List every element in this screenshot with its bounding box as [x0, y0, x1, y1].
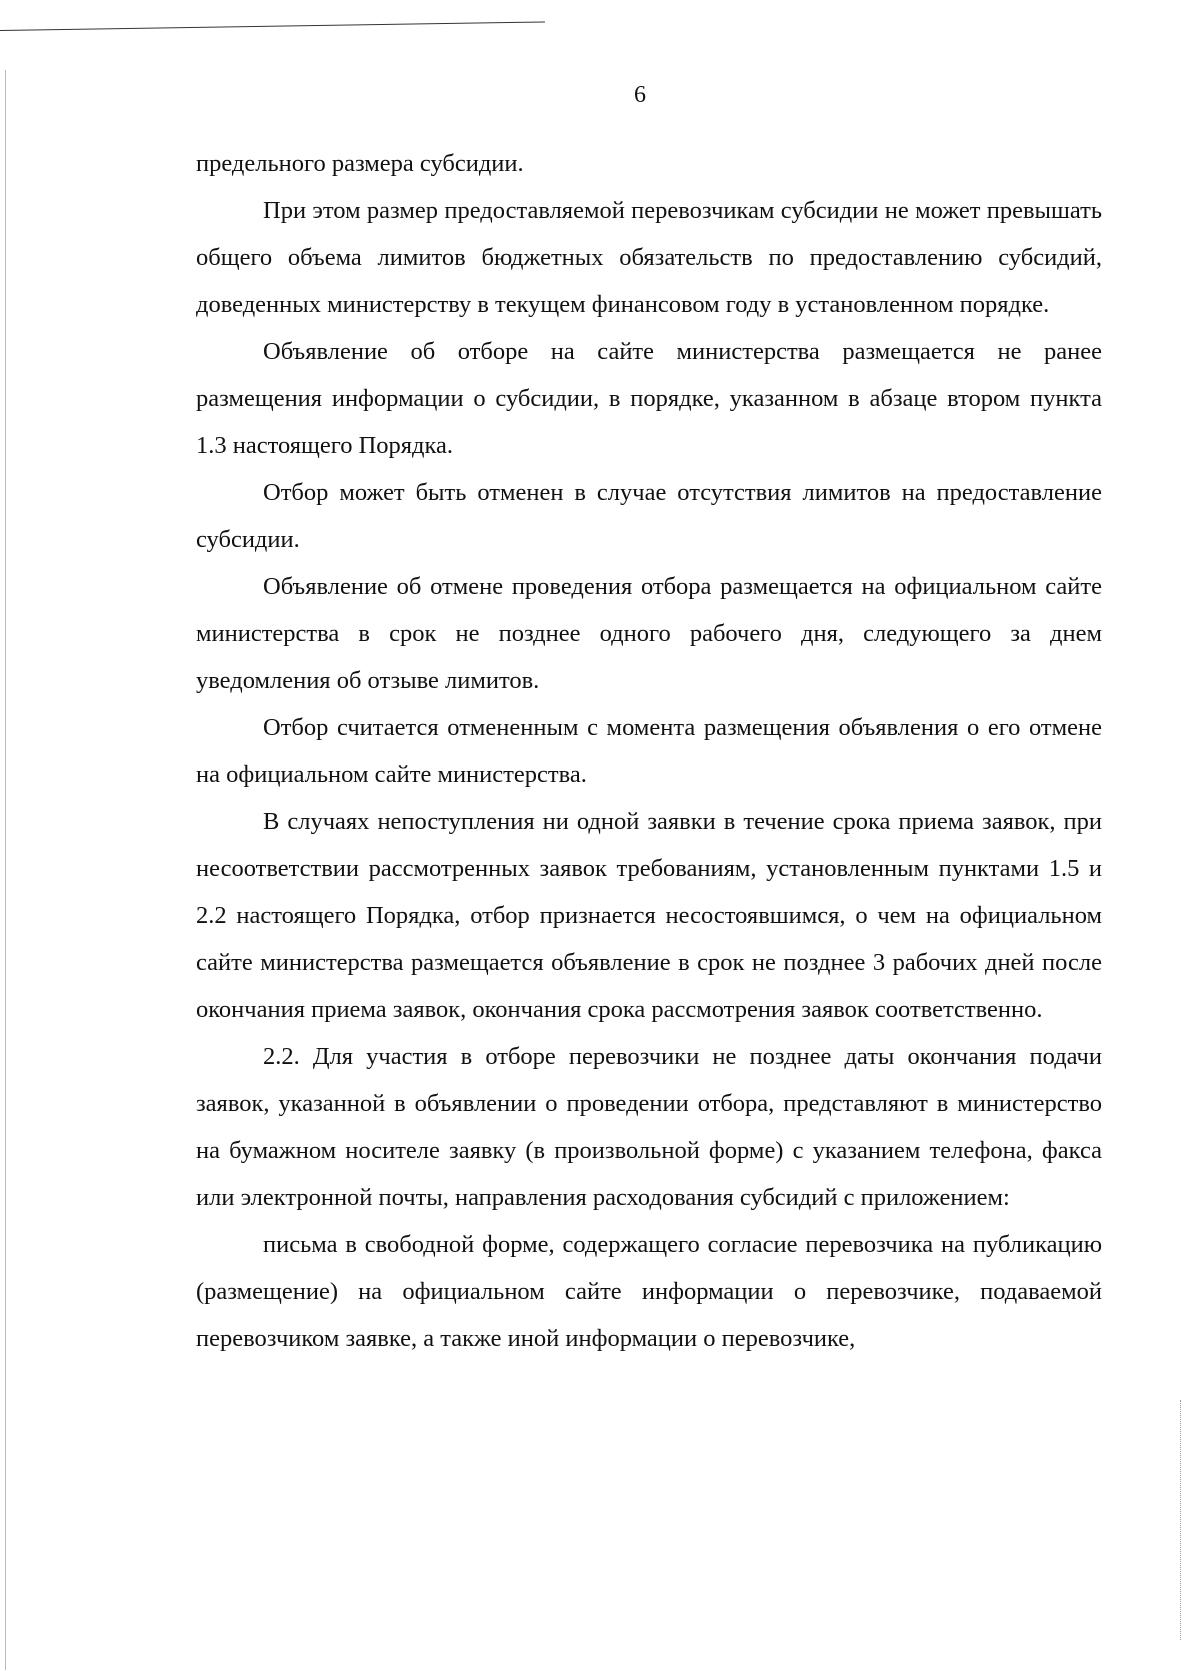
paragraph: Объявление об отборе на сайте министерства размещается не ранее размещения информации о субсидии, в порядке, указанном в абзаце втором пункта 1.3 настоящего Порядка. [196, 338, 1102, 459]
document-body [196, 140, 1102, 1362]
paragraph: Объявление об отмене проведения отбора размещается на официальном сайте министерства в срок не позднее одного рабочего дня, следующего за днем уведомления об отзыве лимитов. [196, 573, 1102, 694]
paragraph-continuation: предельного размера субсидии. [196, 150, 524, 177]
scan-artifact-left-edge [5, 70, 6, 1670]
paragraph: При этом размер предоставляемой перевозчикам субсидии не может превышать общего объема лимитов бюджетных обязательств по предоставлению субсидий, доведенных министерству в текущем финансовом году в установленном порядке. [196, 197, 1102, 318]
paragraph: Отбор считается отмененным с момента размещения объявления о его отмене на официальном сайте министерства. [196, 714, 1102, 788]
paragraph: Отбор может быть отменен в случае отсутствия лимитов на предоставление субсидии. [196, 479, 1102, 553]
scan-artifact-top-line [0, 21, 545, 31]
scan-artifact-right-edge [1180, 1400, 1181, 1640]
paragraph-section-2-2: 2.2. Для участия в отборе перевозчики не позднее даты окончания подачи заявок, указанной в объявлении о проведении отбора, представляют в министерство на бумажном носителе заявку (в произвольной форме) с указанием телефона, факса или электронной почты, направления расходования субсидий с приложением: [196, 1043, 1102, 1211]
page-number: 6 [634, 82, 646, 108]
paragraph: В случаях непоступления ни одной заявки в течение срока приема заявок, при несоответствии рассмотренных заявок требованиям, установленным пунктами 1.5 и 2.2 настоящего Порядка, отбор признается несостоявшимся, о чем на официальном сайте министерства размещается объявление в срок не позднее 3 рабочих дней после окончания приема заявок, окончания срока рассмотрения заявок соответственно. [196, 808, 1102, 1023]
paragraph: письма в свободной форме, содержащего согласие перевозчика на публикацию (размещение) на официальном сайте информации о перевозчике, подаваемой перевозчиком заявке, а также иной информации о перевозчике, [196, 1231, 1102, 1352]
